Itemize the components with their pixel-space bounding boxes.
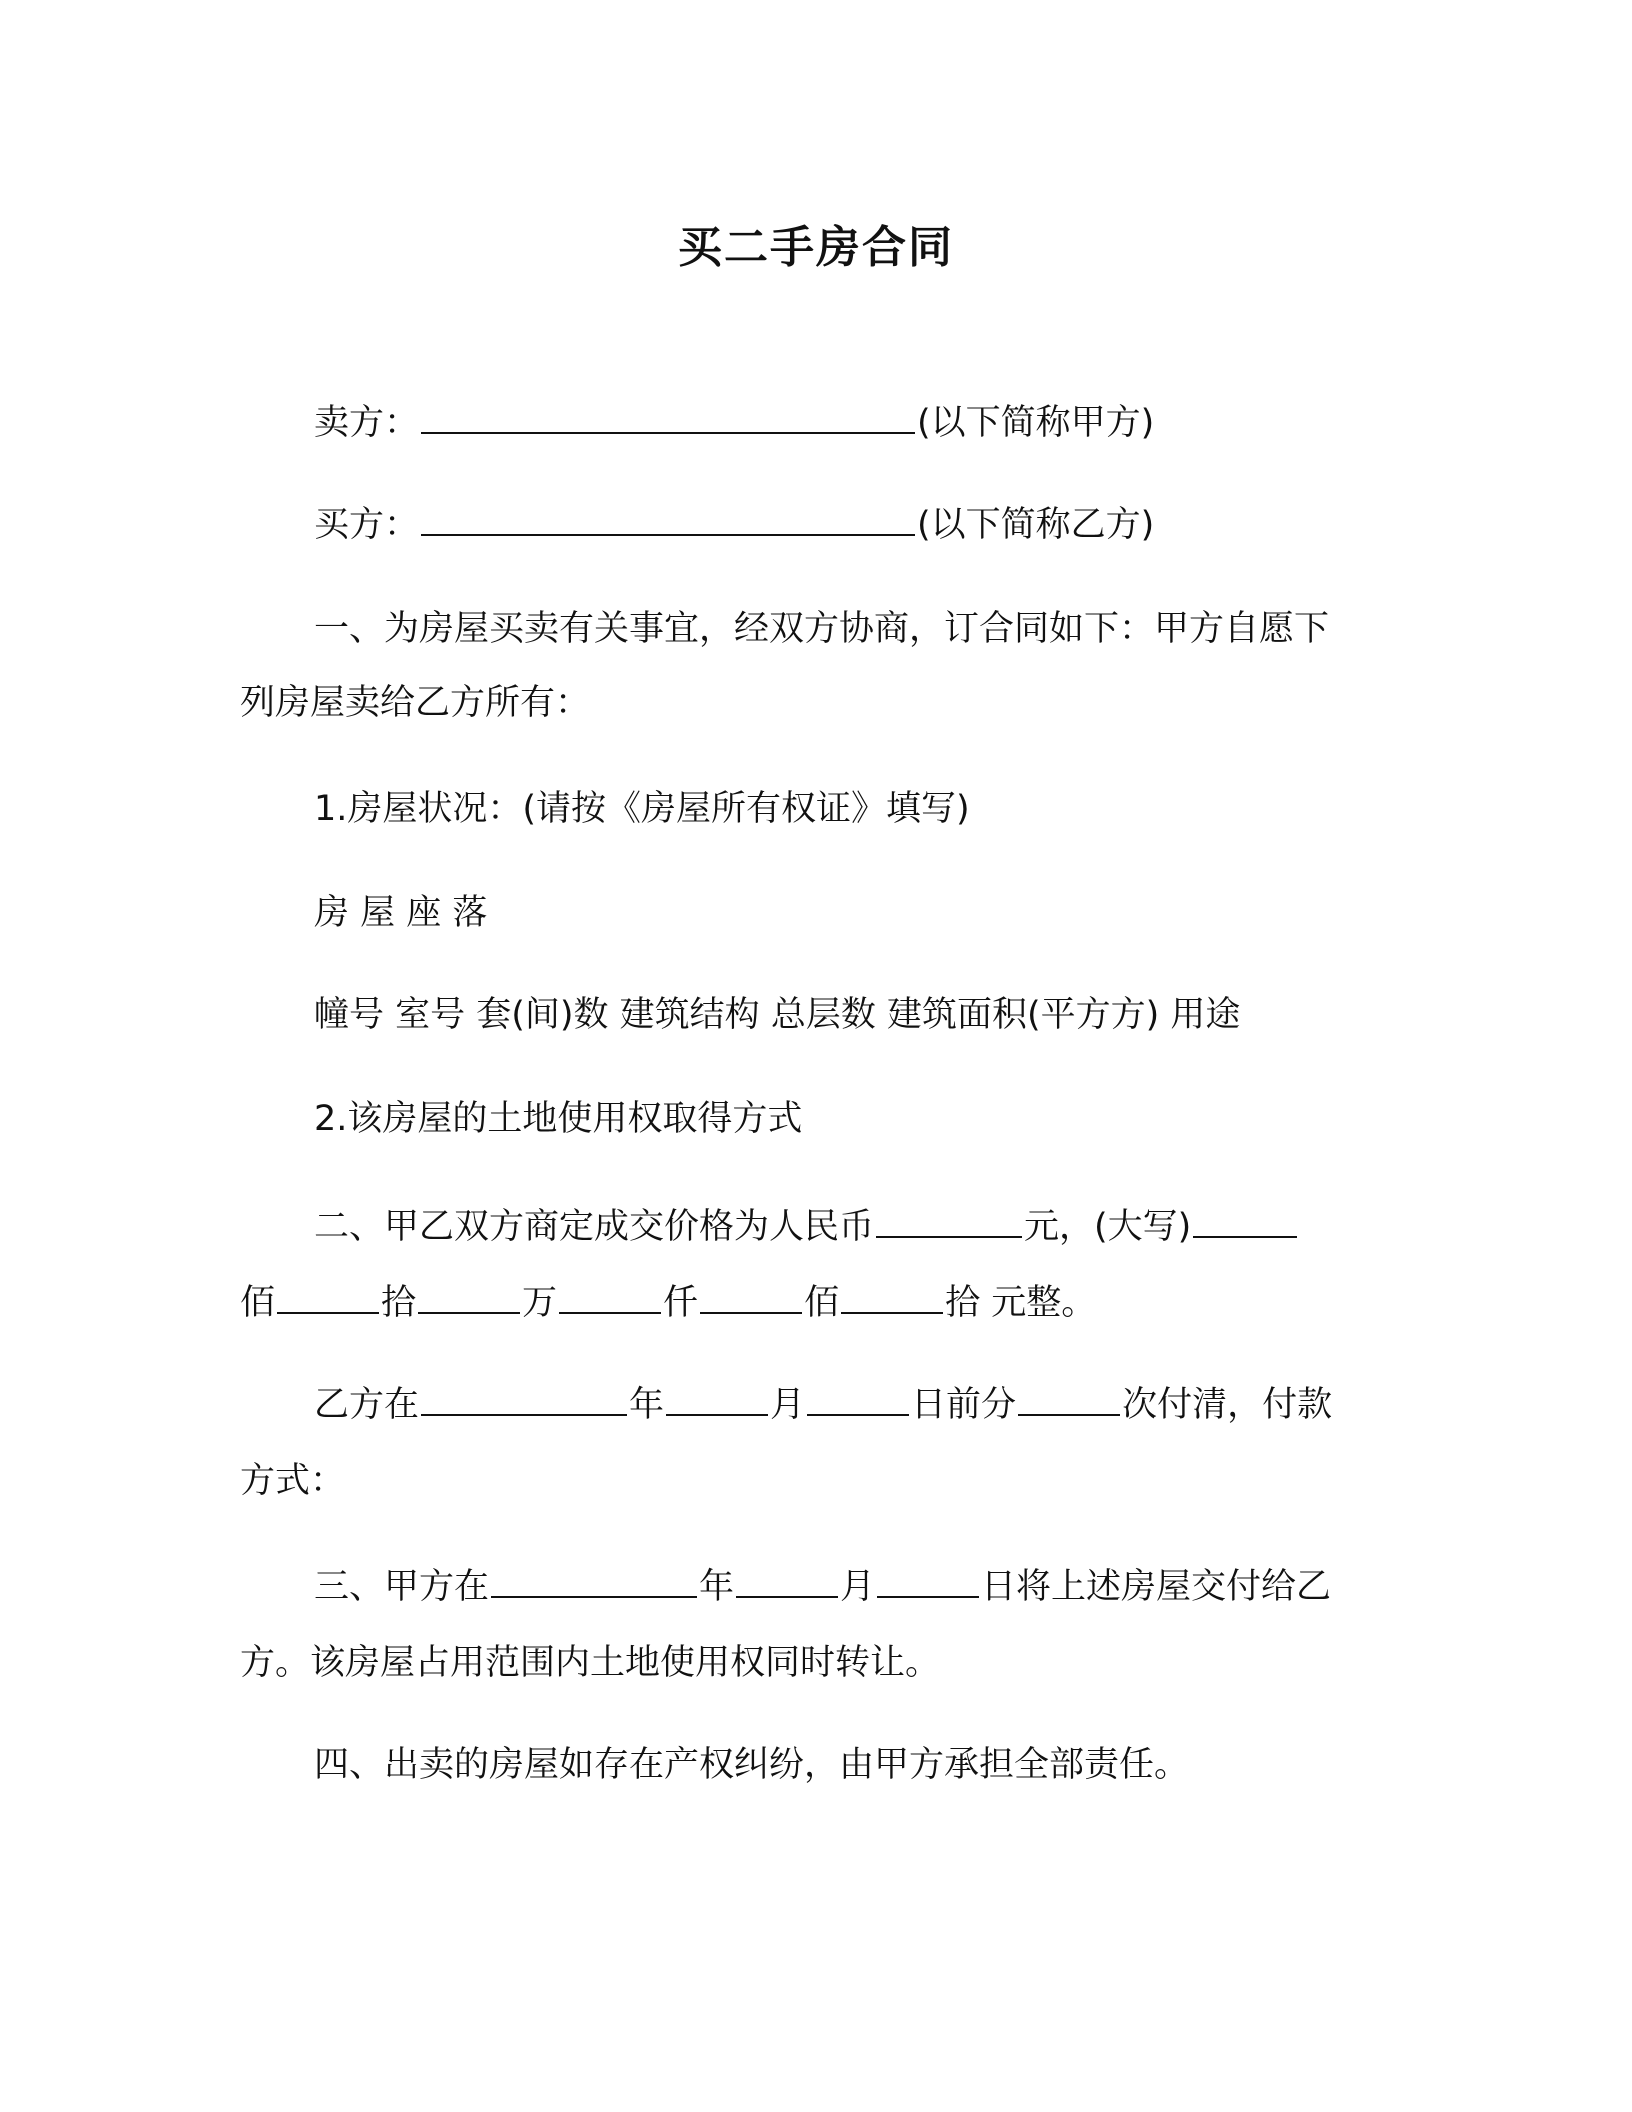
buyer-suffix: (以下简称乙方)	[917, 505, 1155, 545]
payment-text-d: 日前分	[911, 1385, 1017, 1425]
buyer-line	[314, 488, 1434, 562]
price-text-g: 佰	[804, 1283, 840, 1323]
payment-blank-year	[421, 1384, 627, 1416]
price-blank-upper	[1193, 1206, 1297, 1238]
delivery-text-b: 年	[699, 1567, 735, 1607]
price-text-d: 拾	[381, 1283, 417, 1323]
price-blank-3	[559, 1282, 661, 1314]
document-title: 买二手房合同	[678, 222, 954, 273]
price-text-h: 拾 元整。	[945, 1283, 1097, 1323]
seller-label: 卖方：	[314, 403, 420, 443]
payment-text-e: 次付清，付款	[1122, 1385, 1333, 1425]
price-blank-2	[418, 1282, 520, 1314]
price-blank-5	[841, 1282, 943, 1314]
payment-blank-day	[807, 1384, 909, 1416]
payment-blank-month	[666, 1384, 768, 1416]
payment-blank-times	[1018, 1384, 1120, 1416]
payment-text-c: 月	[770, 1385, 806, 1425]
section-1-paragraph: 一、为房屋买卖有关事宜，经双方协商，订合同如下：甲方自愿下列房屋卖给乙方所有：	[240, 609, 1330, 723]
delivery-blank-year	[491, 1566, 697, 1598]
payment-text-a: 乙方在	[314, 1385, 420, 1425]
delivery-blank-day	[877, 1566, 979, 1598]
payment-line-1	[314, 1368, 1434, 1442]
buyer-blank	[421, 504, 915, 536]
seller-suffix: (以下简称甲方)	[917, 403, 1155, 443]
section-4-paragraph: 四、出卖的房屋如存在产权纠纷，由甲方承担全部责任。	[314, 1745, 1190, 1785]
price-blank-4	[700, 1282, 802, 1314]
delivery-line-1	[314, 1550, 1434, 1624]
delivery-line-2: 方。该房屋占用范围内土地使用权同时转让。	[240, 1643, 941, 1683]
price-line-2	[240, 1266, 1360, 1340]
price-text-c: 佰	[240, 1283, 276, 1323]
delivery-text-d: 日将上述房屋交付给乙	[981, 1567, 1332, 1607]
price-text-e: 万	[522, 1283, 558, 1323]
price-text-f: 仟	[663, 1283, 699, 1323]
price-text-a: 二、甲乙双方商定成交价格为人民币	[314, 1207, 875, 1247]
item-1-house-status: 1.房屋状况：(请按《房屋所有权证》填写)	[314, 789, 970, 829]
payment-text-b: 年	[629, 1385, 665, 1425]
payment-line-2: 方式：	[240, 1461, 346, 1501]
price-blank-amount	[876, 1206, 1022, 1238]
buyer-label: 买方：	[314, 505, 420, 545]
price-line-1	[314, 1190, 1434, 1264]
delivery-blank-month	[736, 1566, 838, 1598]
seller-blank	[421, 402, 915, 434]
delivery-text-c: 月	[840, 1567, 876, 1607]
property-columns-line: 幢号 室号 套(间)数 建筑结构 总层数 建筑面积(平方方) 用途	[314, 995, 1241, 1035]
seller-line	[314, 386, 1434, 460]
price-blank-1	[277, 1282, 379, 1314]
item-2-land-use: 2.该房屋的土地使用权取得方式	[314, 1099, 803, 1139]
location-label: 房 屋 座 落	[314, 893, 488, 933]
price-text-b: 元，(大写)	[1024, 1207, 1192, 1247]
delivery-text-a: 三、甲方在	[314, 1567, 490, 1607]
